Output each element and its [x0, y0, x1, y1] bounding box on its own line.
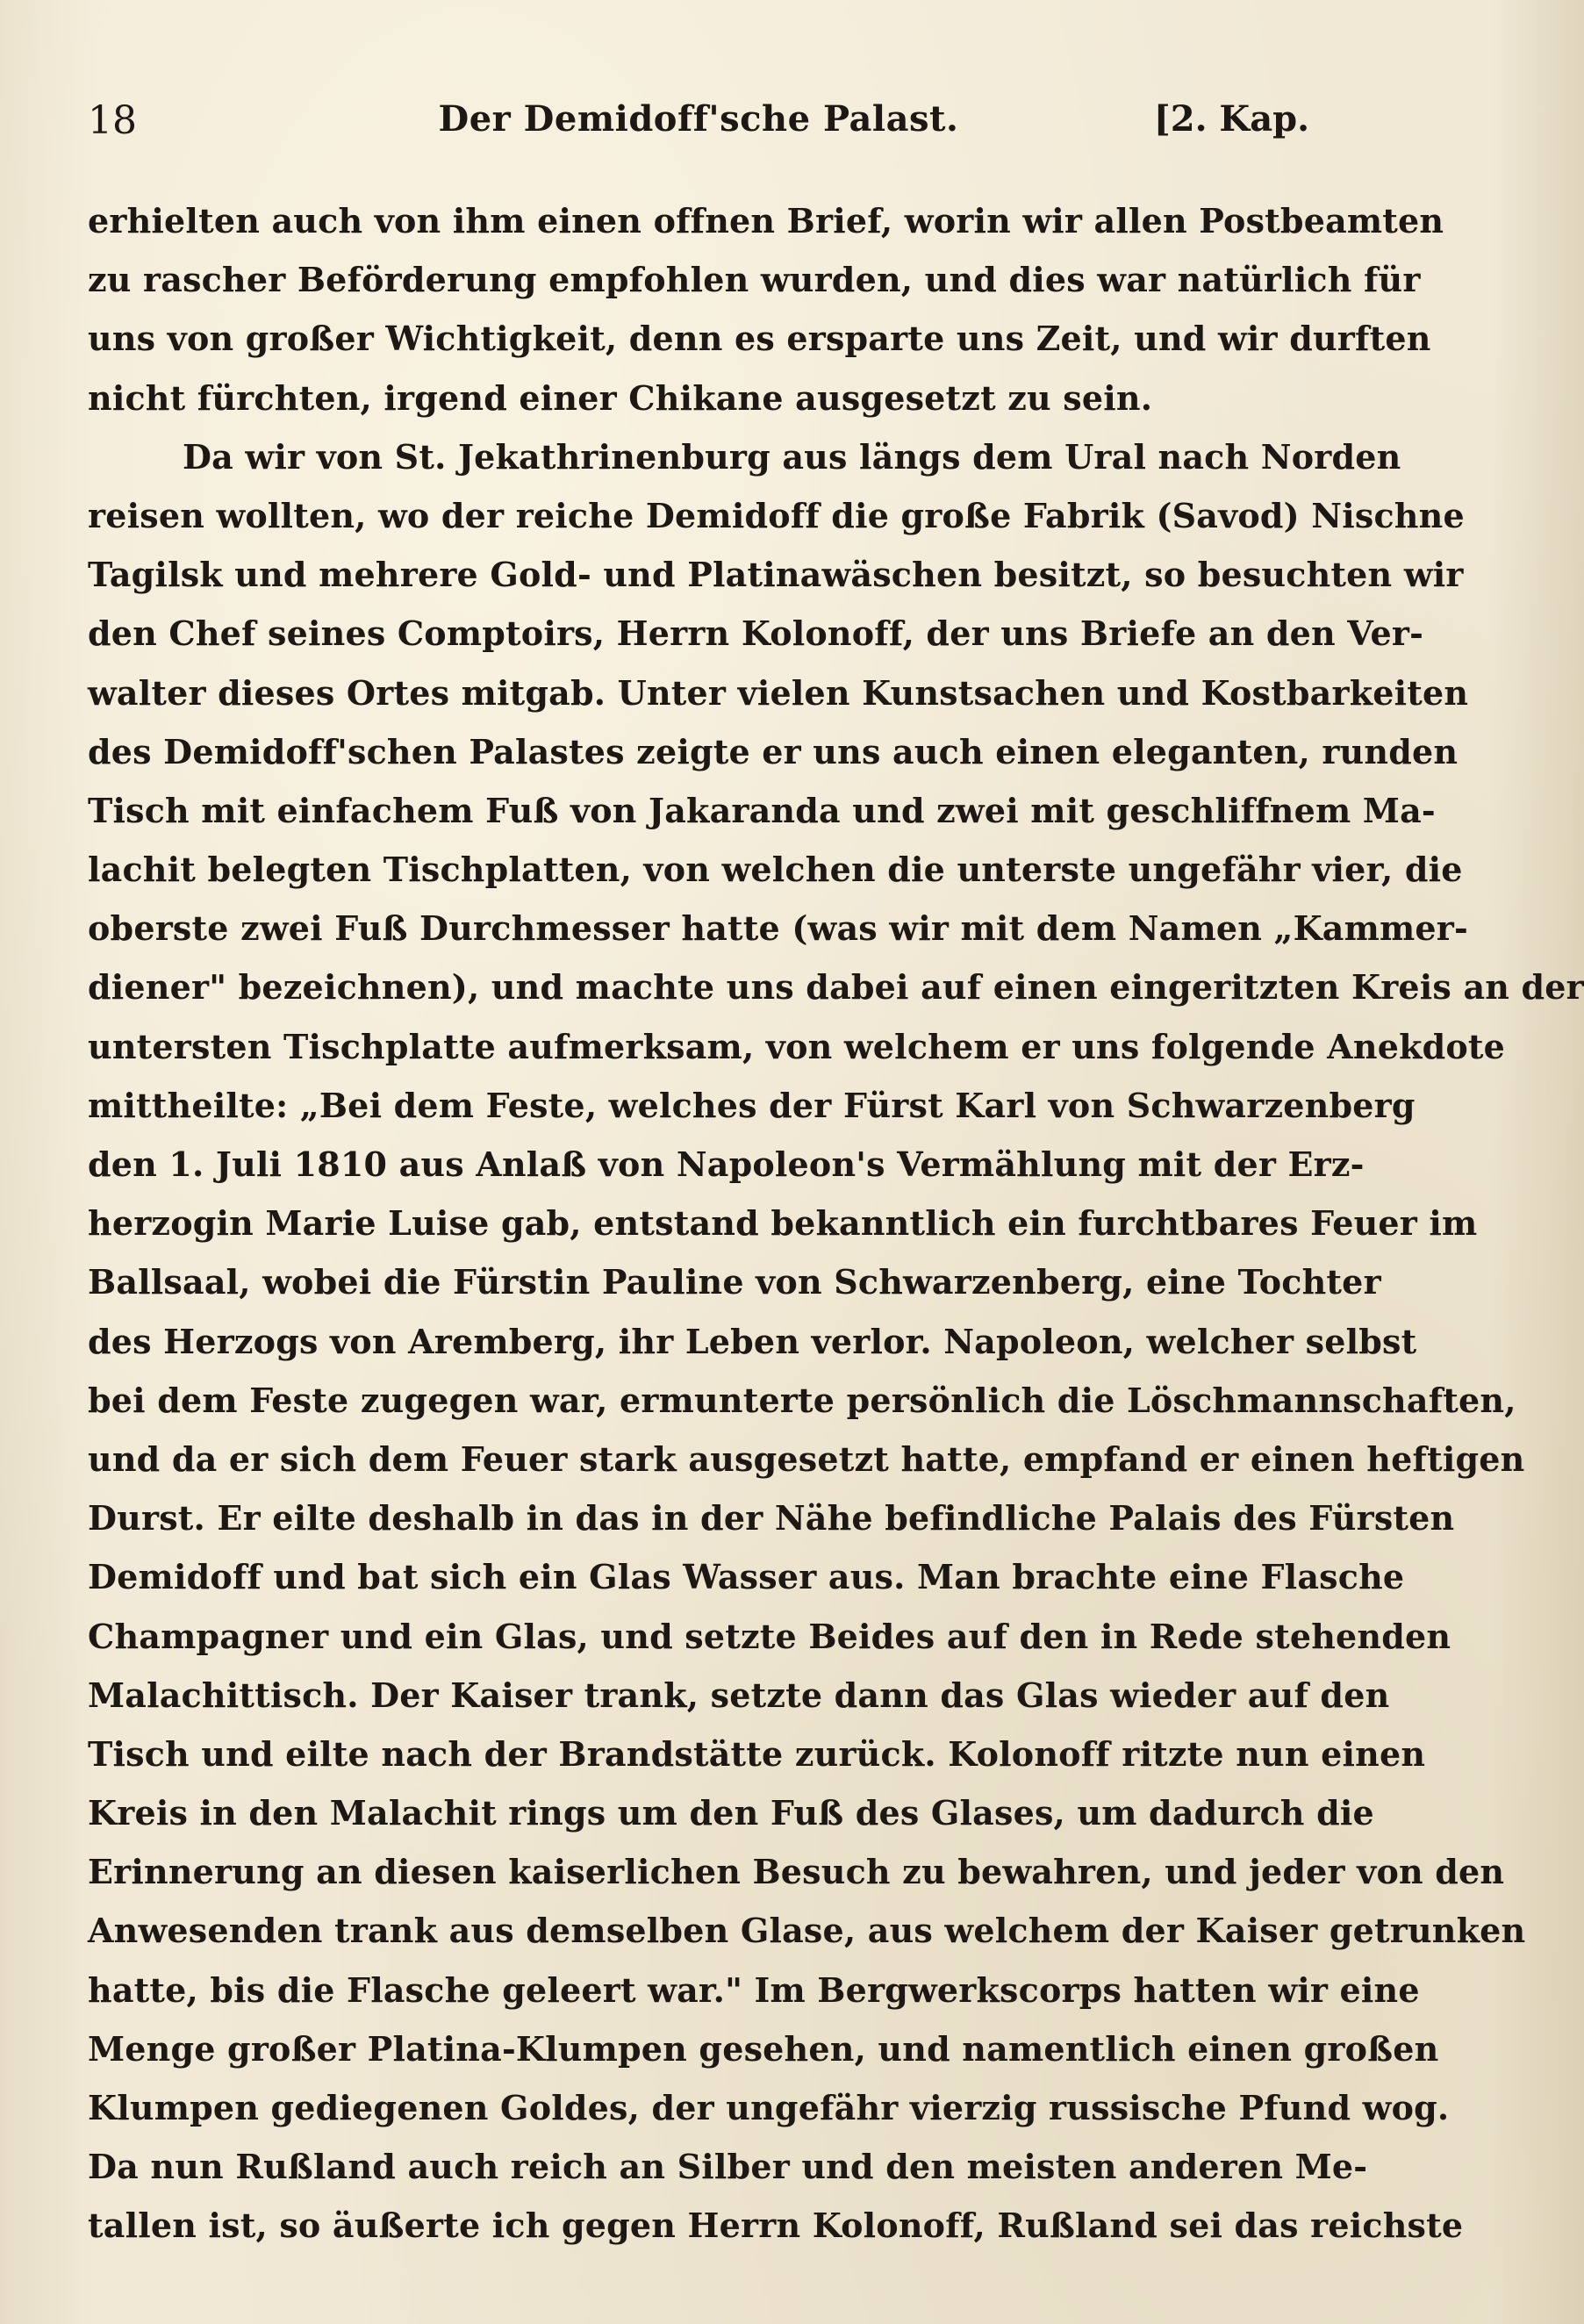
- text-line: uns von großer Wichtigkeit, denn es ersparte uns Zeit, und wir durften: [88, 319, 1431, 359]
- text-line: Erinnerung an diesen kaiserlichen Besuch zu bewahren, und jeder von den: [88, 1852, 1505, 1892]
- page-number: 18: [88, 98, 137, 143]
- text-line: Malachittisch. Der Kaiser trank, setzte dann das Glas wieder auf den: [88, 1675, 1390, 1715]
- text-line: Tisch und eilte nach der Brandstätte zurück. Kolonoff ritzte nun einen: [88, 1733, 1426, 1774]
- text-line: herzogin Marie Luise gab, entstand bekanntlich ein furchtbares Feuer im: [88, 1203, 1478, 1244]
- text-line: lachit belegten Tischplatten, von welchen die unterste ungefähr vier, die: [88, 850, 1463, 890]
- text-line: walter dieses Ortes mitgab. Unter vielen Kunstsachen und Kostbarkeiten: [88, 672, 1469, 713]
- text-line: Champagner und ein Glas, und setzte Beides auf den in Rede stehenden: [88, 1616, 1451, 1656]
- text-line: Kreis in den Malachit rings um den Fuß des Glases, um dadurch die: [88, 1793, 1374, 1833]
- text-line: des Demidoff'schen Palastes zeigte er uns auch einen eleganten, runden: [88, 731, 1459, 771]
- text-line: oberste zwei Fuß Durchmesser hatte (was wir mit dem Namen „Kammer-: [88, 908, 1468, 949]
- page-header: [88, 98, 1309, 151]
- text-line: Tisch mit einfachem Fuß von Jakaranda und zwei mit geschliffnem Ma-: [88, 790, 1436, 830]
- text-line: den Chef seines Comptoirs, Herrn Kolonoff, der uns Briefe an den Ver-: [88, 613, 1424, 654]
- text-line: Demidoff und bat sich ein Glas Wasser aus. Man brachte eine Flasche: [88, 1557, 1405, 1597]
- text-line: mittheilte: „Bei dem Feste, welches der Fürst Karl von Schwarzenberg: [88, 1085, 1416, 1125]
- text-line: des Herzogs von Aremberg, ihr Leben verlor. Napoleon, welcher selbst: [88, 1321, 1417, 1361]
- text-line: nicht fürchten, irgend einer Chikane ausgesetzt zu sein.: [88, 377, 1153, 418]
- text-line: hatte, bis die Flasche geleert war." Im Bergwerkscorps hatten wir eine: [88, 1969, 1420, 2010]
- text-line: Menge großer Platina-Klumpen gesehen, und namentlich einen großen: [88, 2028, 1439, 2069]
- text-line: bei dem Feste zugegen war, ermunterte persönlich die Löschmannschaften,: [88, 1380, 1516, 1420]
- text-line: und da er sich dem Feuer stark ausgesetzt hatte, empfand er einen heftigen: [88, 1438, 1525, 1479]
- text-line: Anwesenden trank aus demselben Glase, aus welchem der Kaiser getrunken: [88, 1911, 1526, 1951]
- text-line: den 1. Juli 1810 aus Anlaß von Napoleon's Vermählung mit der Erz-: [88, 1144, 1365, 1184]
- body-text: [88, 191, 1584, 2256]
- chapter-reference: [2. Kap.: [1153, 98, 1309, 140]
- text-line: Da nun Rußland auch reich an Silber und den meisten anderen Me-: [88, 2147, 1368, 2187]
- text-line: tallen ist, so äußerte ich gegen Herrn Kolonoff, Rußland sei das reichste: [88, 2206, 1464, 2246]
- running-title: Der Demidoff'sche Palast.: [438, 98, 959, 140]
- text-line: Ballsaal, wobei die Fürstin Pauline von Schwarzenberg, eine Tochter: [88, 1262, 1381, 1302]
- text-line: untersten Tischplatte aufmerksam, von welchem er uns folgende Anekdote: [88, 1026, 1506, 1066]
- text-line: Klumpen gediegenen Goldes, der ungefähr vierzig russische Pfund wog.: [88, 2088, 1450, 2127]
- text-line: reisen wollten, wo der reiche Demidoff die große Fabrik (Savod) Nischne: [88, 495, 1465, 535]
- text-line: diener" bezeichnen), und machte uns dabei auf einen eingeritzten Kreis an der: [88, 967, 1584, 1008]
- text-line: Durst. Er eilte deshalb in das in der Nähe befindliche Palais des Fürsten: [88, 1498, 1455, 1539]
- text-line: erhielten auch von ihm einen offnen Brief, worin wir allen Postbeamten: [88, 201, 1444, 240]
- text-line: zu rascher Beförderung empfohlen wurden, und dies war natürlich für: [88, 260, 1421, 300]
- text-line: Tagilsk und mehrere Gold- und Platinawäschen besitzt, so besuchten wir: [88, 555, 1464, 595]
- text-line: Da wir von St. Jekathrinenburg aus längs dem Ural nach Norden: [183, 436, 1401, 477]
